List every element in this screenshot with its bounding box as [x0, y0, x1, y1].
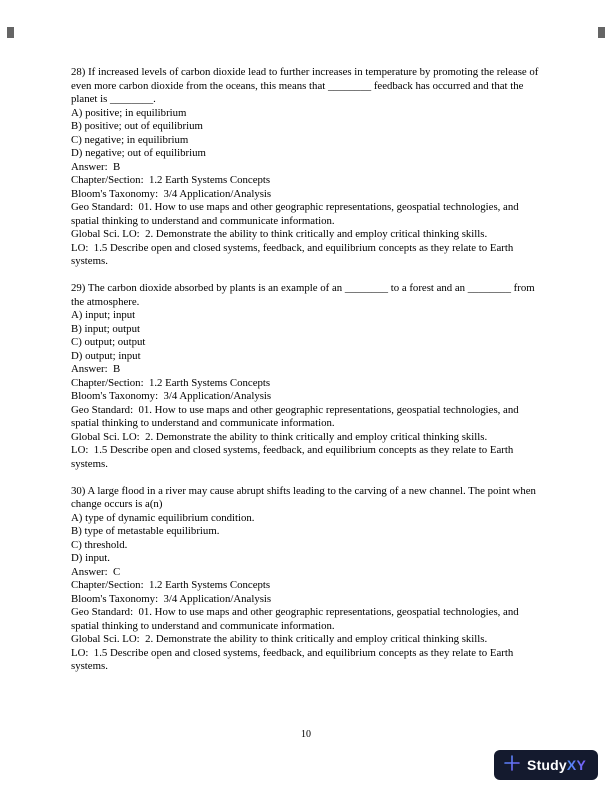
answer-choice: A) type of dynamic equilibrium condition.	[71, 511, 255, 524]
lo-line: LO: 1.5 Describe open and closed systems, feedback, and equilibrium concepts as they relate to Earth systems.	[71, 646, 516, 672]
blooms-taxonomy-line: Bloom's Taxonomy: 3/4 Application/Analysis	[71, 390, 272, 402]
corner-mark-right	[598, 27, 605, 38]
question-prompt: 29) The carbon dioxide absorbed by plants is an example of an ________ to a forest and an ________ from the atmosphere.	[71, 282, 535, 308]
plus-sparkle-icon	[504, 755, 520, 776]
answer-choice: A) input; input	[71, 309, 136, 321]
lo-line: LO: 1.5 Describe open and closed systems, feedback, and equilibrium concepts as they relate to Earth systems.	[71, 444, 516, 470]
brand-watermark	[494, 750, 598, 780]
blooms-taxonomy-line: Bloom's Taxonomy: 3/4 Application/Analysis	[71, 592, 272, 605]
answer-choice: D) negative; out of equilibrium	[71, 147, 206, 159]
brand-name-xy: XY	[566, 757, 586, 773]
brand-name-study: Study	[527, 757, 567, 773]
question-prompt: 28) If increased levels of carbon dioxide lead to further increases in temperature by promoting the release of even more carbon dioxide from the oceans, this means that ________ feedback has occurred and that the planet is ________.	[71, 66, 539, 105]
geo-standard-line: Geo Standard: 01. How to use maps and other geographic representations, geospatial technologies, and spatial thinking to understand and communicate information.	[71, 201, 522, 227]
question-block	[71, 485, 544, 674]
chapter-section-line: Chapter/Section: 1.2 Earth Systems Concepts	[71, 579, 271, 591]
global-sci-lo-line: Global Sci. LO: 2. Demonstrate the ability to think critically and employ critical thinking skills.	[71, 633, 488, 645]
brand-name	[527, 757, 586, 773]
geo-standard-line: Geo Standard: 01. How to use maps and other geographic representations, geospatial technologies, and spatial thinking to understand and communicate information.	[71, 606, 522, 632]
answer-choice: B) input; output	[71, 322, 140, 335]
global-sci-lo-line: Global Sci. LO: 2. Demonstrate the ability to think critically and employ critical thinking skills.	[71, 228, 488, 240]
answer-choice: C) negative; in equilibrium	[71, 133, 189, 146]
chapter-section-line: Chapter/Section: 1.2 Earth Systems Concepts	[71, 376, 271, 389]
answer-choice: B) type of metastable equilibrium.	[71, 525, 220, 537]
question-block	[71, 66, 544, 269]
chapter-section-line: Chapter/Section: 1.2 Earth Systems Concepts	[71, 174, 271, 186]
geo-standard-line: Geo Standard: 01. How to use maps and other geographic representations, geospatial technologies, and spatial thinking to understand and communicate information.	[71, 403, 522, 429]
answer-choice: B) positive; out of equilibrium	[71, 120, 203, 132]
global-sci-lo-line: Global Sci. LO: 2. Demonstrate the ability to think critically and employ critical thinking skills.	[71, 430, 488, 443]
page-content	[71, 66, 544, 687]
page-number: 10	[301, 729, 311, 740]
blooms-taxonomy-line: Bloom's Taxonomy: 3/4 Application/Analysis	[71, 187, 272, 200]
answer-choice: A) positive; in equilibrium	[71, 106, 187, 119]
lo-line: LO: 1.5 Describe open and closed systems, feedback, and equilibrium concepts as they relate to Earth systems.	[71, 241, 516, 267]
corner-mark-left	[7, 27, 14, 38]
answer-choice: D) input.	[71, 552, 110, 564]
question-prompt: 30) A large flood in a river may cause abrupt shifts leading to the carving of a new channel. The point when change occurs is a(n)	[71, 484, 536, 510]
answer-line: Answer: C	[71, 565, 121, 578]
answer-line: Answer: B	[71, 363, 121, 375]
answer-line: Answer: B	[71, 160, 121, 173]
question-block	[71, 282, 544, 471]
answer-choice: D) output; input	[71, 349, 141, 362]
answer-choice: C) threshold.	[71, 538, 128, 551]
answer-choice: C) output; output	[71, 336, 146, 348]
